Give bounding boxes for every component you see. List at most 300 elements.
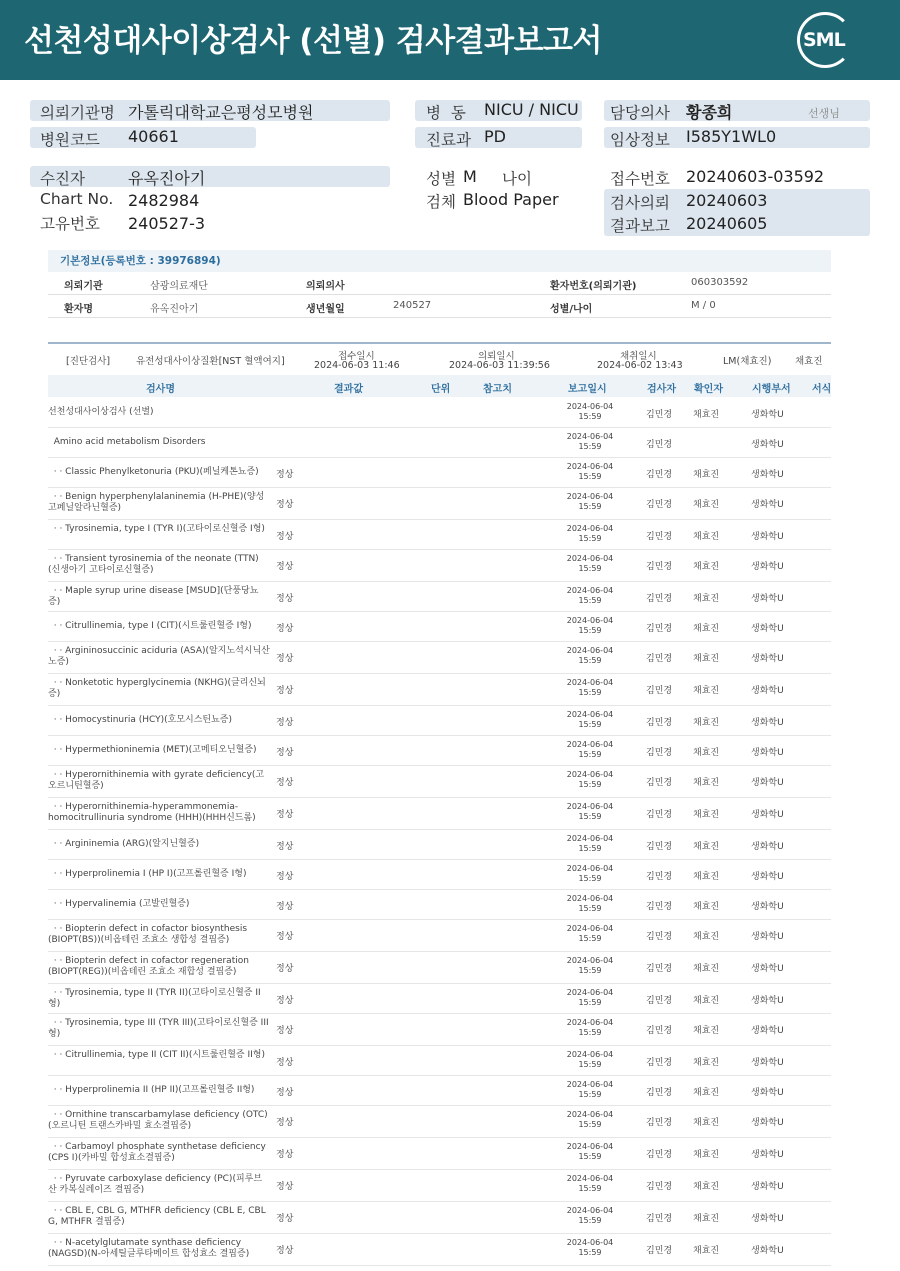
report-time: 15:59 (578, 596, 602, 605)
confirmer: 채효진 (693, 932, 720, 942)
clinical-label: 임상정보 (610, 131, 670, 149)
report-date: 2024-06-04 (566, 1050, 614, 1059)
confirmer: 채효진 (693, 748, 720, 758)
institution-value: 가톨릭대학교은평성모병원 (128, 103, 314, 122)
confirmer: 채효진 (693, 1246, 720, 1256)
req-value: 2024-06-03 11:39:56 (449, 360, 550, 371)
test-result: 정상 (276, 842, 294, 852)
department: 생화학U (751, 996, 784, 1006)
test-result: 정상 (276, 532, 294, 542)
basic-value: 유옥진아기 (150, 304, 199, 315)
report-date: 2024-06-04 (566, 770, 614, 779)
department: 생화학U (751, 500, 784, 510)
test-name: · · Classic Phenylketonuria (PKU)(페닐케톤뇨증) (48, 467, 259, 477)
department: 생화학U (751, 470, 784, 480)
basic-label: 성별/나이 (550, 304, 593, 315)
recv-value: 2024-06-03 11:46 (314, 360, 400, 371)
tester: 김민경 (646, 842, 673, 852)
test-name: · · Homocystinuria (HCY)(호모시스틴뇨증) (48, 715, 232, 725)
tester: 김민경 (646, 1026, 673, 1036)
report-time: 15:59 (578, 564, 602, 573)
report-time: 15:59 (578, 780, 602, 789)
report-datetime (553, 770, 627, 790)
test-name: · · Ornithine transcarbamylase deficiency (OTC)(오르니틴 트랜스카바밀 효소결핍증) (48, 1110, 268, 1131)
department: 생화학U (751, 1214, 784, 1224)
table-row (48, 984, 831, 1014)
test-name: · · Biopterin defect in cofactor regeneration (BIOPT(REG))(비옵테린 조효소 재합성 결핍증) (48, 956, 252, 977)
basic-label: 환자명 (64, 304, 93, 315)
specimen-value: Blood Paper (463, 190, 559, 209)
report-datetime (553, 492, 627, 512)
department: 생화학U (751, 932, 784, 942)
report-time: 15:59 (578, 688, 602, 697)
confirmer: 채효진 (693, 996, 720, 1006)
table-row (48, 798, 831, 830)
report-date: 2024-06-04 (566, 956, 614, 965)
report-date: 2024-06-04 (566, 740, 614, 749)
report-date: 2024-06-04 (566, 554, 614, 563)
sex-value: M (463, 167, 477, 186)
tester: 김민경 (646, 1246, 673, 1256)
test-result: 정상 (276, 1182, 294, 1192)
tester: 김민경 (646, 562, 673, 572)
report-date: 2024-06-04 (566, 802, 614, 811)
test-name: · · Argininemia (ARG)(알지닌혈증) (48, 839, 200, 849)
test-result: 정상 (276, 810, 294, 820)
test-name: · · Hyperornithinemia-hyperammonemia-homocitrullinuria syndrome (HHH)(HHH신드롬) (48, 802, 256, 823)
report-datetime (553, 462, 627, 482)
table-row (48, 830, 831, 860)
recv-label: 접수일시 (338, 351, 375, 362)
test-name: · · Hyperprolinemia I (HP I)(고프롤린혈증 I형) (48, 869, 247, 879)
report-time: 15:59 (578, 844, 602, 853)
confirmer: 채효진 (693, 1182, 720, 1192)
report-datetime (553, 864, 627, 884)
institution-label: 의뢰기관명 (40, 104, 115, 122)
table-row (48, 952, 831, 984)
department: 생화학U (751, 872, 784, 882)
table-row (48, 1076, 831, 1106)
test-name: Amino acid metabolism Disorders (48, 437, 206, 447)
report-time: 15:59 (578, 656, 602, 665)
basic-info-caption: 기본정보(등록번호 : 39976894) (48, 250, 831, 272)
ward-label: 병 동 (426, 104, 466, 122)
report-date: 2024-06-04 (566, 1174, 614, 1183)
report-datetime (553, 1206, 627, 1226)
test-result: 정상 (276, 902, 294, 912)
report-time: 15:59 (578, 534, 602, 543)
department: 생화학U (751, 778, 784, 788)
test-result: 정상 (276, 718, 294, 728)
test-name: · · Benign hyperphenylalaninemia (H-PHE)(양성 고페닐알라닌혈증) (48, 492, 268, 513)
col-header: 서식 (812, 384, 832, 395)
table-row (48, 642, 831, 674)
test-result: 정상 (276, 748, 294, 758)
table-row (48, 674, 831, 706)
report-date: 2024-06-04 (566, 646, 614, 655)
report-time: 15:59 (578, 934, 602, 943)
col-header: 검사자 (647, 384, 676, 395)
test-name: · · Tyrosinemia, type II (TYR II)(고타이로신혈증 II형) (48, 988, 261, 1009)
test-name: · · Hypermethioninemia (MET)(고메티오닌혈증) (48, 745, 257, 755)
department: 생화학U (751, 440, 784, 450)
report-date: 2024-06-04 (566, 864, 614, 873)
test-name: · · Argininosuccinic aciduria (ASA)(알지노석시닉산노증) (48, 646, 270, 667)
table-row (48, 920, 831, 952)
test-result: 정상 (276, 562, 294, 572)
basic-label: 생년월일 (306, 304, 345, 315)
col-header: 확인자 (694, 384, 723, 395)
confirmer: 채효진 (693, 686, 720, 696)
report-time: 15:59 (578, 1120, 602, 1129)
department: 생화학U (751, 562, 784, 572)
chart-label: Chart No. (40, 190, 114, 208)
specimen-label: 검체 (426, 193, 456, 211)
department: 생화학U (751, 842, 784, 852)
test-name: · · Pyruvate carboxylase deficiency (PC)(피루브산 카복실레이즈 결핍증) (48, 1174, 263, 1195)
department: 생화학U (751, 1088, 784, 1098)
confirmer: 채효진 (693, 1058, 720, 1068)
test-result: 정상 (276, 996, 294, 1006)
table-row (48, 488, 831, 520)
report-datetime (553, 710, 627, 730)
hospital-code-label: 병원코드 (40, 131, 100, 149)
basic-label: 의뢰의사 (306, 281, 345, 292)
report-datetime (553, 802, 627, 822)
test-name: · · N-acetylglutamate synthase deficiency (NAGSD)(N-아세틸글루타메이트 합성효소 결핍증) (48, 1238, 250, 1259)
table-row (48, 736, 831, 766)
report-datetime (553, 1142, 627, 1162)
report-date: 2024-06-04 (566, 1110, 614, 1119)
test-name: · · Nonketotic hyperglycinemia (NKHG)(글리신뇌증) (48, 678, 266, 699)
ward-value: NICU / NICU (484, 100, 579, 119)
department: 생화학U (751, 410, 784, 420)
col-header: 참고치 (483, 384, 512, 395)
test-name: · · Tyrosinemia, type III (TYR III)(고타이로신혈증 III형) (48, 1018, 269, 1039)
report-label: 결과보고 (610, 217, 670, 235)
report-date: 2024-06-04 (566, 462, 614, 471)
receipt-label: 접수번호 (610, 170, 670, 188)
report-time: 15:59 (578, 750, 602, 759)
test-name: · · Carbamoyl phosphate synthetase deficiency (CPS I)(카바밀 합성효소결핍증) (48, 1142, 269, 1163)
test-name: · · CBL E, CBL G, MTHFR deficiency (CBL E, CBL G, MTHFR 결핍증) (48, 1206, 269, 1227)
dept-label: 진료과 (426, 131, 471, 149)
dept-value: PD (484, 127, 506, 146)
report-time: 15:59 (578, 812, 602, 821)
confirmer: 채효진 (693, 500, 720, 510)
basic-value: 060303592 (691, 277, 749, 288)
uid-label: 고유번호 (40, 215, 100, 233)
patient-label: 수진자 (40, 170, 85, 188)
confirmer: 채효진 (693, 718, 720, 728)
test-result: 정상 (276, 686, 294, 696)
doctor-label: 담당의사 (610, 104, 670, 122)
test-name: · · Biopterin defect in cofactor biosynthesis (BIOPT(BS))(비옵테린 조효소 생합성 결핍증) (48, 924, 250, 945)
tester: 김민경 (646, 532, 673, 542)
report-time: 15:59 (578, 904, 602, 913)
department: 생화학U (751, 594, 784, 604)
tester: 김민경 (646, 624, 673, 634)
report-date: 2024-06-04 (566, 1018, 614, 1027)
age-label: 나이 (502, 170, 532, 188)
basic-info-row (48, 295, 831, 318)
basic-info-table (48, 250, 831, 318)
test-result: 정상 (276, 654, 294, 664)
test-name: · · Maple syrup urine disease [MSUD](단풍당뇨증) (48, 586, 259, 607)
request-label: 검사의뢰 (610, 194, 670, 212)
report-time: 15:59 (578, 472, 602, 481)
table-row (48, 428, 831, 458)
report-datetime (553, 1050, 627, 1070)
department: 생화학U (751, 1058, 784, 1068)
diagnosis-header (48, 342, 831, 376)
test-result: 정상 (276, 1058, 294, 1068)
report-date: 2024-06-04 (566, 710, 614, 719)
report-datetime (553, 988, 627, 1008)
tester: 김민경 (646, 440, 673, 450)
tester: 김민경 (646, 654, 673, 664)
report-datetime (553, 678, 627, 698)
table-row (48, 582, 831, 612)
department: 생화학U (751, 654, 784, 664)
report-datetime (553, 1110, 627, 1130)
report-datetime (553, 1238, 627, 1258)
report-datetime (553, 646, 627, 666)
table-row (48, 612, 831, 642)
tester: 김민경 (646, 872, 673, 882)
confirmer: 채효진 (693, 562, 720, 572)
col-header: 검사명 (146, 384, 175, 395)
test-result: 정상 (276, 1214, 294, 1224)
table-row (48, 1046, 831, 1076)
report-datetime (553, 834, 627, 854)
table-row (48, 520, 831, 550)
report-date: 2024-06-04 (566, 988, 614, 997)
hospital-code-value: 40661 (128, 127, 179, 146)
report-date: 2024-06-04 (566, 1080, 614, 1089)
table-row (48, 550, 831, 582)
test-result: 정상 (276, 500, 294, 510)
test-result: 정상 (276, 1026, 294, 1036)
tester: 김민경 (646, 718, 673, 728)
report-date: 2024-06-04 (566, 834, 614, 843)
report-date: 2024-06-04 (566, 524, 614, 533)
report-datetime (553, 616, 627, 636)
test-result: 정상 (276, 932, 294, 942)
department: 생화학U (751, 964, 784, 974)
report-title: 선천성대사이상검사 (선별) 검사결과보고서 (24, 23, 602, 59)
test-name: · · Hypervalinemia (고발린혈증) (48, 899, 190, 909)
test-result: 정상 (276, 624, 294, 634)
test-result: 정상 (276, 778, 294, 788)
department: 생화학U (751, 1118, 784, 1128)
basic-value: 삼광의료재단 (150, 281, 208, 292)
confirmer: 채효진 (693, 410, 720, 420)
tester: 김민경 (646, 1182, 673, 1192)
tester: 김민경 (646, 410, 673, 420)
col-header: 단위 (431, 384, 451, 395)
department: 생화학U (751, 532, 784, 542)
tester: 김민경 (646, 902, 673, 912)
tester: 김민경 (646, 996, 673, 1006)
table-row (48, 1234, 831, 1266)
confirmer: 채효진 (693, 902, 720, 912)
tester: 김민경 (646, 1118, 673, 1128)
report-datetime (553, 956, 627, 976)
table-row (48, 1202, 831, 1234)
basic-label: 의뢰기관 (64, 281, 103, 292)
table-row (48, 890, 831, 920)
report-datetime (553, 740, 627, 760)
tester: 김민경 (646, 1058, 673, 1068)
report-time: 15:59 (578, 442, 602, 451)
confirmer: 채효진 (693, 1026, 720, 1036)
table-row (48, 860, 831, 890)
test-name: · · Hyperprolinemia II (HP II)(고프롤린혈증 II형) (48, 1085, 255, 1095)
report-datetime (553, 1018, 627, 1038)
test-name: · · Transient tyrosinemia of the neonate (TTN)(신생아기 고타이로신혈증) (48, 554, 259, 575)
test-result: 정상 (276, 872, 294, 882)
department: 생화학U (751, 1150, 784, 1160)
report-datetime (553, 894, 627, 914)
tester: 김민경 (646, 594, 673, 604)
report-date: 2024-06-04 (566, 616, 614, 625)
patient-value: 유옥진아기 (128, 169, 206, 188)
tester: 김민경 (646, 686, 673, 696)
tester: 김민경 (646, 1150, 673, 1160)
report-date: 2024-06-04 (566, 1238, 614, 1247)
req-label: 의뢰일시 (478, 351, 515, 362)
test-name: · · Hyperornithinemia with gyrate deficiency(고오르니틴혈증) (48, 770, 265, 791)
request-value: 20240603 (686, 191, 768, 210)
table-row (48, 398, 831, 428)
tester: 김민경 (646, 500, 673, 510)
department: 생화학U (751, 810, 784, 820)
report-date: 2024-06-04 (566, 402, 614, 411)
department: 생화학U (751, 1182, 784, 1192)
report-date: 2024-06-04 (566, 894, 614, 903)
doctor-suffix: 선생님 (808, 107, 840, 120)
report-datetime (553, 586, 627, 606)
table-row (48, 1014, 831, 1046)
confirmer: 채효진 (693, 654, 720, 664)
report-date: 2024-06-04 (566, 1142, 614, 1151)
department: 생화학U (751, 902, 784, 912)
table-row (48, 706, 831, 736)
report-date: 2024-06-04 (566, 586, 614, 595)
confirmer: 채효진 (693, 624, 720, 634)
confirmer: 채효진 (693, 1118, 720, 1128)
confirmer: 채효진 (693, 778, 720, 788)
tester: 김민경 (646, 1214, 673, 1224)
test-result: 정상 (276, 1088, 294, 1098)
chart-value: 2482984 (128, 191, 200, 210)
confirmer: 채효진 (693, 470, 720, 480)
confirmer: 채효진 (693, 810, 720, 820)
tester: 김민경 (646, 1088, 673, 1098)
report-time: 15:59 (578, 1152, 602, 1161)
table-row (48, 1106, 831, 1138)
diag-label: [진단검사] (66, 356, 111, 367)
basic-label: 환자번호(의뢰기관) (550, 281, 637, 292)
department: 생화학U (751, 624, 784, 634)
tester: 김민경 (646, 932, 673, 942)
report-time: 15:59 (578, 1090, 602, 1099)
report-time: 15:59 (578, 720, 602, 729)
report-date: 2024-06-04 (566, 492, 614, 501)
table-row (48, 458, 831, 488)
report-time: 15:59 (578, 1216, 602, 1225)
test-result: 정상 (276, 1150, 294, 1160)
department: 생화학U (751, 748, 784, 758)
receipt-value: 20240603-03592 (686, 167, 825, 186)
report-datetime (553, 924, 627, 944)
report-date: 2024-06-04 (566, 924, 614, 933)
report-time: 15:59 (578, 502, 602, 511)
report-time: 15:59 (578, 626, 602, 635)
report-time: 15:59 (578, 1184, 602, 1193)
report-time: 15:59 (578, 412, 602, 421)
basic-info-row (48, 272, 831, 295)
tester: 김민경 (646, 778, 673, 788)
doctor-value: 황종희 (686, 103, 733, 122)
department: 생화학U (751, 1246, 784, 1256)
table-row (48, 1170, 831, 1202)
col-header: 보고일시 (568, 384, 607, 395)
test-result: 정상 (276, 1118, 294, 1128)
lm-name: 채효진 (795, 356, 823, 367)
confirmer: 채효진 (693, 1150, 720, 1160)
report-datetime (553, 524, 627, 544)
tester: 김민경 (646, 964, 673, 974)
report-time: 15:59 (578, 874, 602, 883)
test-result: 정상 (276, 594, 294, 604)
report-datetime (553, 1174, 627, 1194)
confirmer: 채효진 (693, 872, 720, 882)
test-name: · · Tyrosinemia, type I (TYR I)(고타이로신혈증 I형) (48, 524, 265, 534)
confirmer: 채효진 (693, 842, 720, 852)
report-value: 20240605 (686, 214, 768, 233)
sml-logo-icon (797, 12, 853, 68)
report-time: 15:59 (578, 998, 602, 1007)
table-row (48, 766, 831, 798)
confirmer: 채효진 (693, 1214, 720, 1224)
report-datetime (553, 1080, 627, 1100)
tester: 김민경 (646, 470, 673, 480)
test-result: 정상 (276, 470, 294, 480)
test-name: · · Citrullinemia, type II (CIT II)(시트룰린혈증 II형) (48, 1050, 265, 1060)
col-label: 채취일시 (620, 351, 657, 362)
report-time: 15:59 (578, 1248, 602, 1257)
col-header: 시행부서 (752, 384, 791, 395)
report-date: 2024-06-04 (566, 432, 614, 441)
report-time: 15:59 (578, 966, 602, 975)
logo-text: SML (803, 29, 845, 51)
tester: 김민경 (646, 810, 673, 820)
confirmer: 채효진 (693, 964, 720, 974)
basic-value: M / 0 (691, 300, 716, 311)
lm-value: LM(채효진) (723, 356, 772, 367)
report-time: 15:59 (578, 1028, 602, 1037)
report-time: 15:59 (578, 1060, 602, 1069)
diag-desc: 유전성대사이상질환[NST 혈액여지] (136, 356, 285, 367)
test-name: · · Citrullinemia, type I (CIT)(시트룰린혈증 I형) (48, 621, 252, 631)
confirmer: 채효진 (693, 594, 720, 604)
report-datetime (553, 554, 627, 574)
title-bar (0, 0, 900, 80)
results-table-body (48, 398, 831, 1266)
tester: 김민경 (646, 748, 673, 758)
